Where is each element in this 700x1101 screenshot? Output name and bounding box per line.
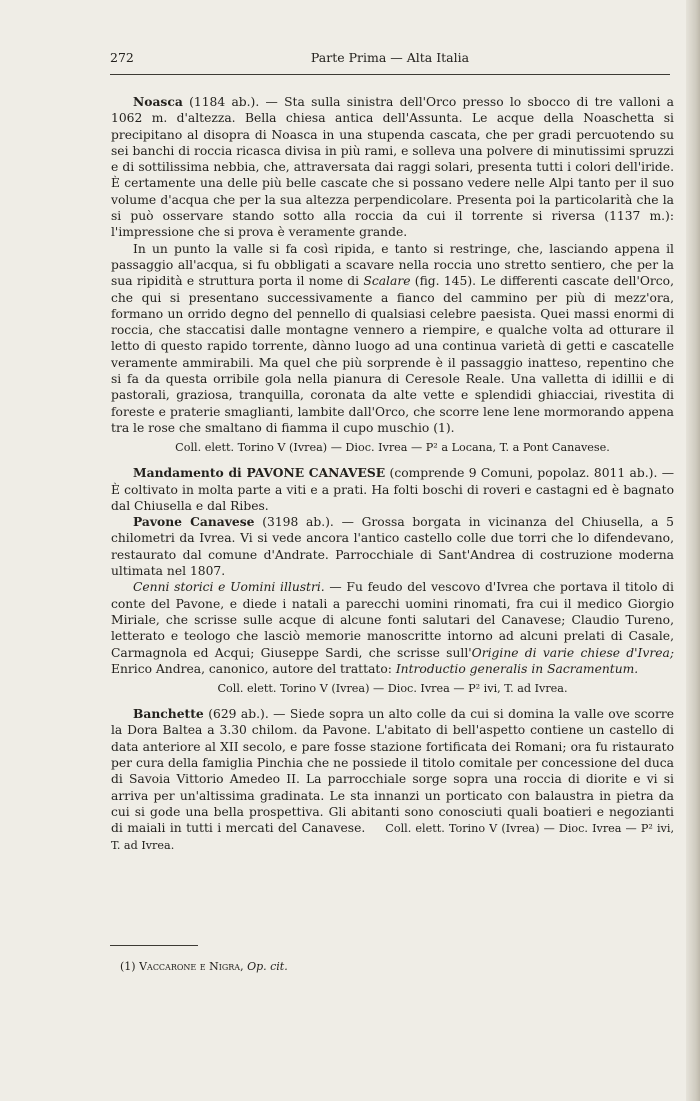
- noasca-collegio-line: Coll. elett. Torino V (Ivrea) — Dioc. Ivrea — P² a Locana, T. a Pont Canavese.: [175, 441, 610, 455]
- mandamento-text: (comprende 9 Comuni, popolaz. 8011 ab.). — È coltivato in molta parte a viti e a prati. Ha folti boschi di roveri e castagni ed è bagnato dal Chiusella e dal Ribes.: [111, 466, 675, 513]
- noasca-heading: Noasca: [133, 94, 183, 109]
- banchette-text: (629 ab.). — Siede sopra un alto colle da cui si domina la valle ove scorre la Dora Baltea a 3.30 chilom. da Pavone. L'abitato di bell'aspetto contiene un castello di data anteriore al XII secolo, e pare fosse stazione fortificata dei Romani; ora fu ristaurato per cura della famiglia Pinchia che ne possiede il titolo comitale per concessione del duca di Savoia Vittorio Amedeo II. La parrocchiale sorge sopra una roccia di diorite e vi si arriva per un'altissima gradinata. Le sta innanzi un porticato con balaustra in pietra da cui si gode una bella prospettiva. Gli abitanti sono conosciuti quali boatieri e negozianti di maiali in tutti i mercati del Canavese.: [111, 707, 674, 836]
- running-title: Parte Prima — Alta Italia: [310, 50, 470, 65]
- page-body: [111, 94, 674, 855]
- introductio-title: Introductio generalis in Sacramentum.: [395, 661, 639, 676]
- footnote: [120, 960, 288, 973]
- noasca-text-2b: (fig. 145). Le differenti cascate dell'Orco, che qui si presentano successivamente a fianco del cammino per più di mezz'ora, formano un orrido degno del pennello di qualsiasi celebre paesista. Quei massi enormi di roccia, che staccatisi dalle montagne vennero a riempire, e qualche volta ad otturare il letto di questo rapido torrente, dànno luogo ad una continua varietà di getti e cascatelle veramente ammirabili. Ma quel che più sorprende è il passaggio inatteso, repentino che si fa da questa orribile gola nella pianura di Ceresole Reale. Una valletta di idillii e di pastorali, graziosa, tranquilla, coronata da alte vette e splendidi ghiacciai, rivestita di foreste e praterie smaglianti, lambite dall'Orco, che scorre lene lene mormorando appena tra le rose che smaltano di fiamma il cupo muschio (1).: [111, 274, 674, 435]
- cenni-text-a: — Fu feudo del vescovo d'Ivrea che portava il titolo di conte del Pavone, e diede i natali a parecchi uomini rinomati, fra cui il medico Giorgio Miriale, che scrisse sulle acque di alcune fonti salutari del Canavese; Claudio Tureno, letterato e teologo che lasciò memorie manoscritte intorno ad alcuni prelati di Casale, Carmagnola ed Acqui; Giuseppe Sardi, che scrisse sull': [111, 580, 674, 660]
- banchette-heading: Banchette: [133, 706, 204, 722]
- page-edge-shadow: [686, 0, 700, 1101]
- cenni-text-b: Enrico Andrea, canonico, autore del trattato:: [111, 661, 396, 676]
- cenni-paragraph: [111, 579, 674, 677]
- footnote-authors: Vaccarone e Nigra,: [139, 960, 244, 973]
- pavone-text: (3198 ab.). — Grossa borgata in vicinanza del Chiusella, a 5 chilometri da Ivrea. Vi si vede ancora l'antico castello colle due torri che lo difendevano, restaurato dal comune d'Andrate. Parrocchiale di Sant'Andrea di costruzione moderna ultimata nel 1807.: [111, 515, 674, 579]
- banchette-collegio-line: Coll. elett. Torino V (Ivrea) — Dioc. Ivrea — P² ivi, T. ad Ivrea.: [111, 822, 674, 853]
- pavone-heading: Pavone Canavese: [133, 514, 255, 530]
- scalare-term: Scalare: [363, 274, 411, 289]
- pavone-paragraph: [111, 514, 674, 579]
- noasca-paragraph-2: [111, 241, 674, 437]
- noasca-text: (1184 ab.). — Sta sulla sinistra dell'Orco presso lo sbocco di tre valloni a 1062 m. d'altezza. Bella chiesa antica dell'Assunta. Le acque della Noaschetta si precipitano al disopra di Noasca in una stupenda cascata, che per gradi percuotendo su sei banchi di roccia ricasca divisa in più rami, e solleva una polvere di minutissimi spruzzi e di sottilissima nebbia, che, attraversata dai raggi solari, presenta tutti i colori dell'iride. È certamente una delle più belle cascate che si possano vedere nelle Alpi tanto per il suo volume d'acqua che per la sua altezza perpendicolare. Presenta poi la particolarità che la si può osservare stando sotto alla roccia da cui il torrente si riversa (1137 m.): l'impressione che si prova è veramente grande.: [111, 95, 674, 240]
- noasca-text-2a: In un punto la valle si fa così ripida, e tanto si restringe, che, lasciando appena il passaggio all'acqua, si fu obbligati a scavare nella roccia uno stretto sentiero, che per la sua ripidità e struttura porta il nome di: [111, 241, 674, 289]
- noasca-paragraph: [111, 94, 674, 241]
- footnote-marker: (1): [120, 960, 136, 973]
- banchette-paragraph: [111, 706, 674, 855]
- footnote-rule: [110, 945, 198, 946]
- origine-title: Origine di varie chiese d'Ivrea;: [471, 645, 674, 660]
- footnote-reference: Op. cit.: [247, 960, 288, 973]
- header-rule: [110, 74, 670, 75]
- mandamento-heading: Mandamento di PAVONE CANAVESE: [133, 465, 386, 481]
- cenni-heading: Cenni storici e Uomini illustri.: [133, 580, 325, 595]
- pavone-collegio-line: Coll. elett. Torino V (Ivrea) — Dioc. Ivrea — P² ivi, T. ad Ivrea.: [217, 682, 568, 696]
- running-header: [110, 50, 670, 68]
- page-number: 272: [110, 50, 134, 65]
- mandamento-paragraph: [111, 465, 674, 514]
